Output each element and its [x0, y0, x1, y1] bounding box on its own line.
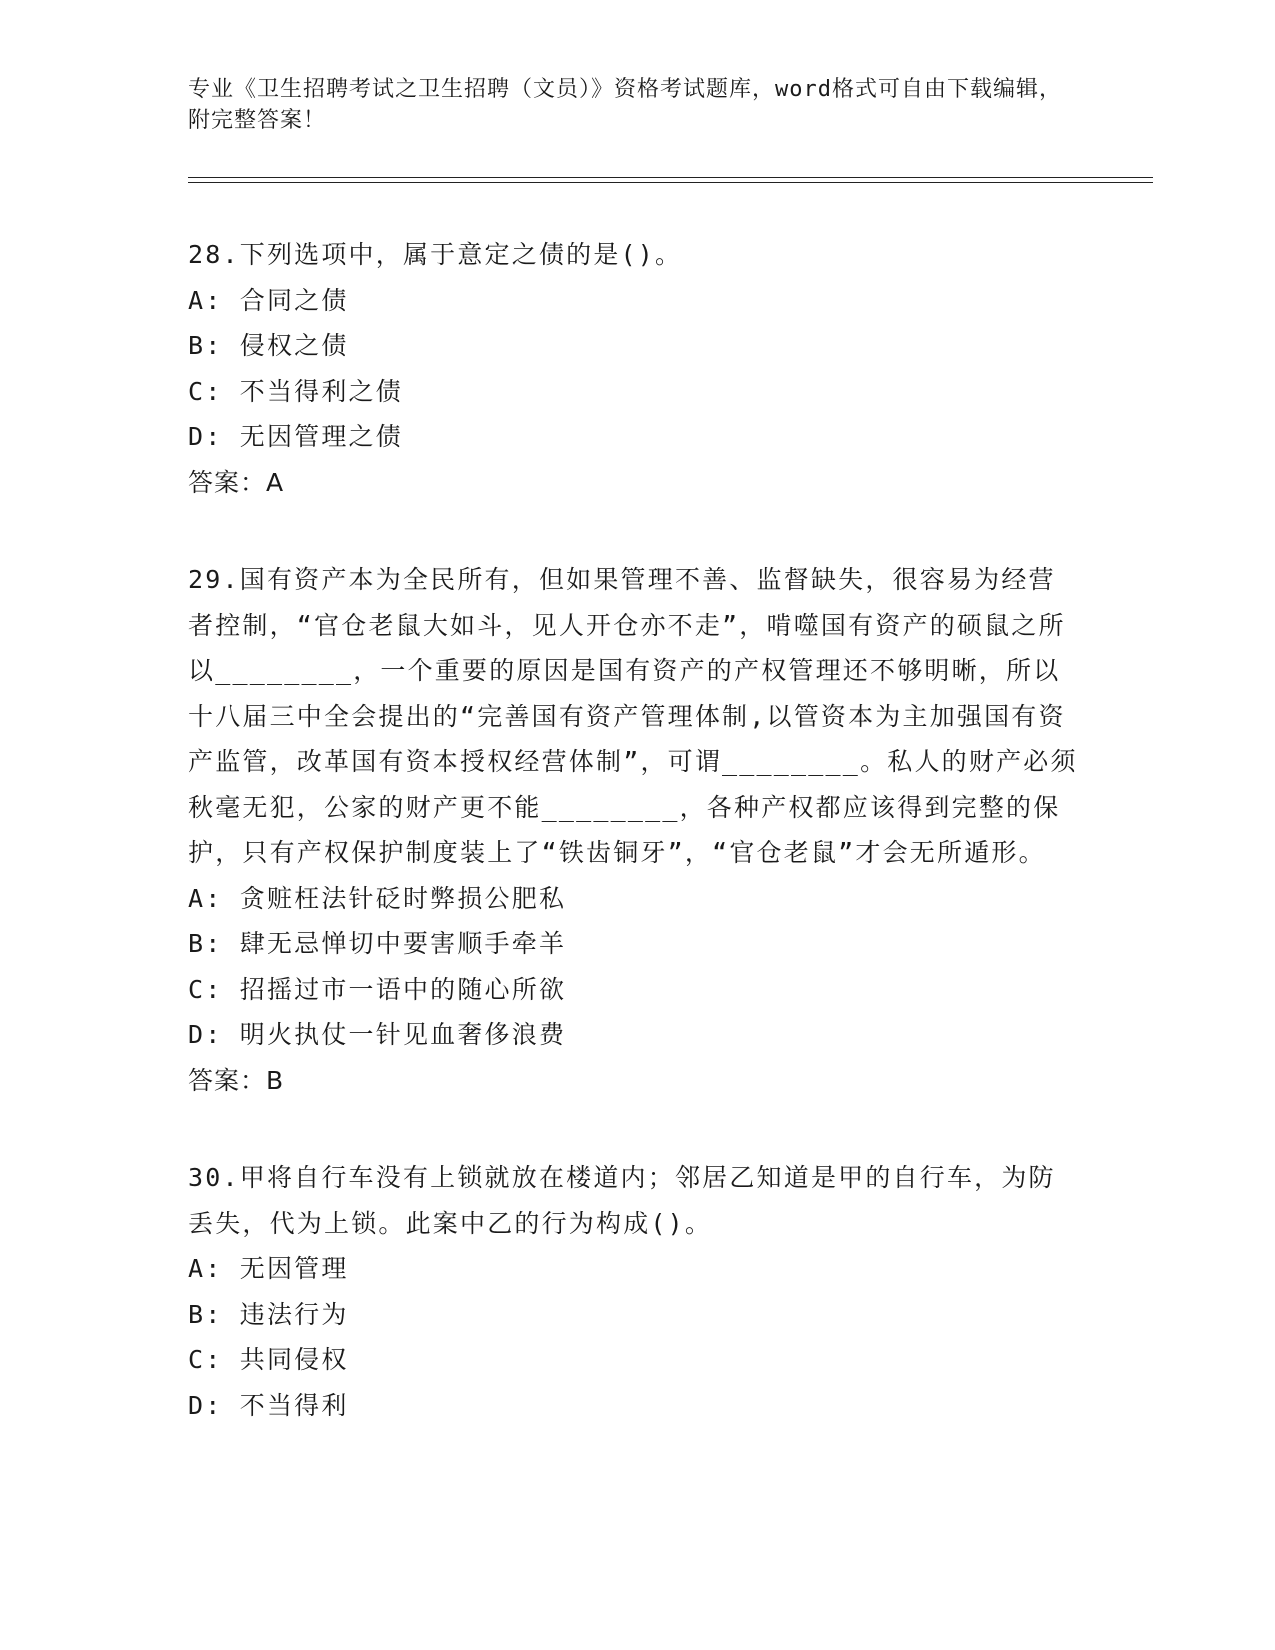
question-stem: 28.下列选项中，属于意定之债的是()。: [188, 240, 683, 269]
question-30: [188, 1155, 1078, 1428]
option-b: B: 违法行为: [188, 1299, 349, 1329]
question-stem: 29.国有资产本为全民所有，但如果管理不善、监督缺失，很容易为经营者控制，“官仓老鼠大如斗，见人开仓亦不走”，啃噬国有资产的硕鼠之所以________，一个重要的原因是国有资产的产权管理还不够明晰，所以十八届三中全会提出的“完善国有资产管理体制,以管资本为主加强国有资产监管，改革国有资本授权经营体制”，可谓________。私人的财产必须秋毫无犯，公家的财产更不能________，各种产权都应该得到完整的保护，只有产权保护制度装上了“铁齿铜牙”，“官仓老鼠”才会无所遁形。: [188, 565, 1078, 867]
option-d: D: 不当得利: [188, 1390, 349, 1420]
option-d: D: 明火执仗一针见血奢侈浪费: [188, 1020, 567, 1049]
option-a: A: 无因管理: [188, 1254, 349, 1283]
option-d: D: 无因管理之债: [188, 422, 403, 451]
option-c: C: 共同侵权: [188, 1345, 349, 1374]
question-29: [188, 557, 1078, 1103]
option-a: A: 贪赃枉法针砭时弊损公肥私: [188, 883, 567, 913]
answer-line: 答案：A: [188, 467, 285, 497]
answer-line: 答案：B: [188, 1065, 285, 1095]
option-b: B: 肆无忌惮切中要害顺手牵羊: [188, 929, 567, 958]
document-header: 专业《卫生招聘考试之卫生招聘（文员）》资格考试题库，word格式可自由下载编辑，附完整答案！: [188, 77, 1062, 133]
question-28: [188, 232, 1078, 505]
question-list: [188, 232, 1078, 1480]
option-c: C: 招摇过市一语中的随心所欲: [188, 974, 567, 1004]
option-c: C: 不当得利之债: [188, 376, 403, 406]
header-divider: [188, 177, 1153, 183]
option-a: A: 合同之债: [188, 285, 349, 315]
option-b: B: 侵权之债: [188, 331, 349, 360]
question-stem: 30.甲将自行车没有上锁就放在楼道内；邻居乙知道是甲的自行车，为防丢失，代为上锁。此案中乙的行为构成()。: [188, 1163, 1056, 1238]
